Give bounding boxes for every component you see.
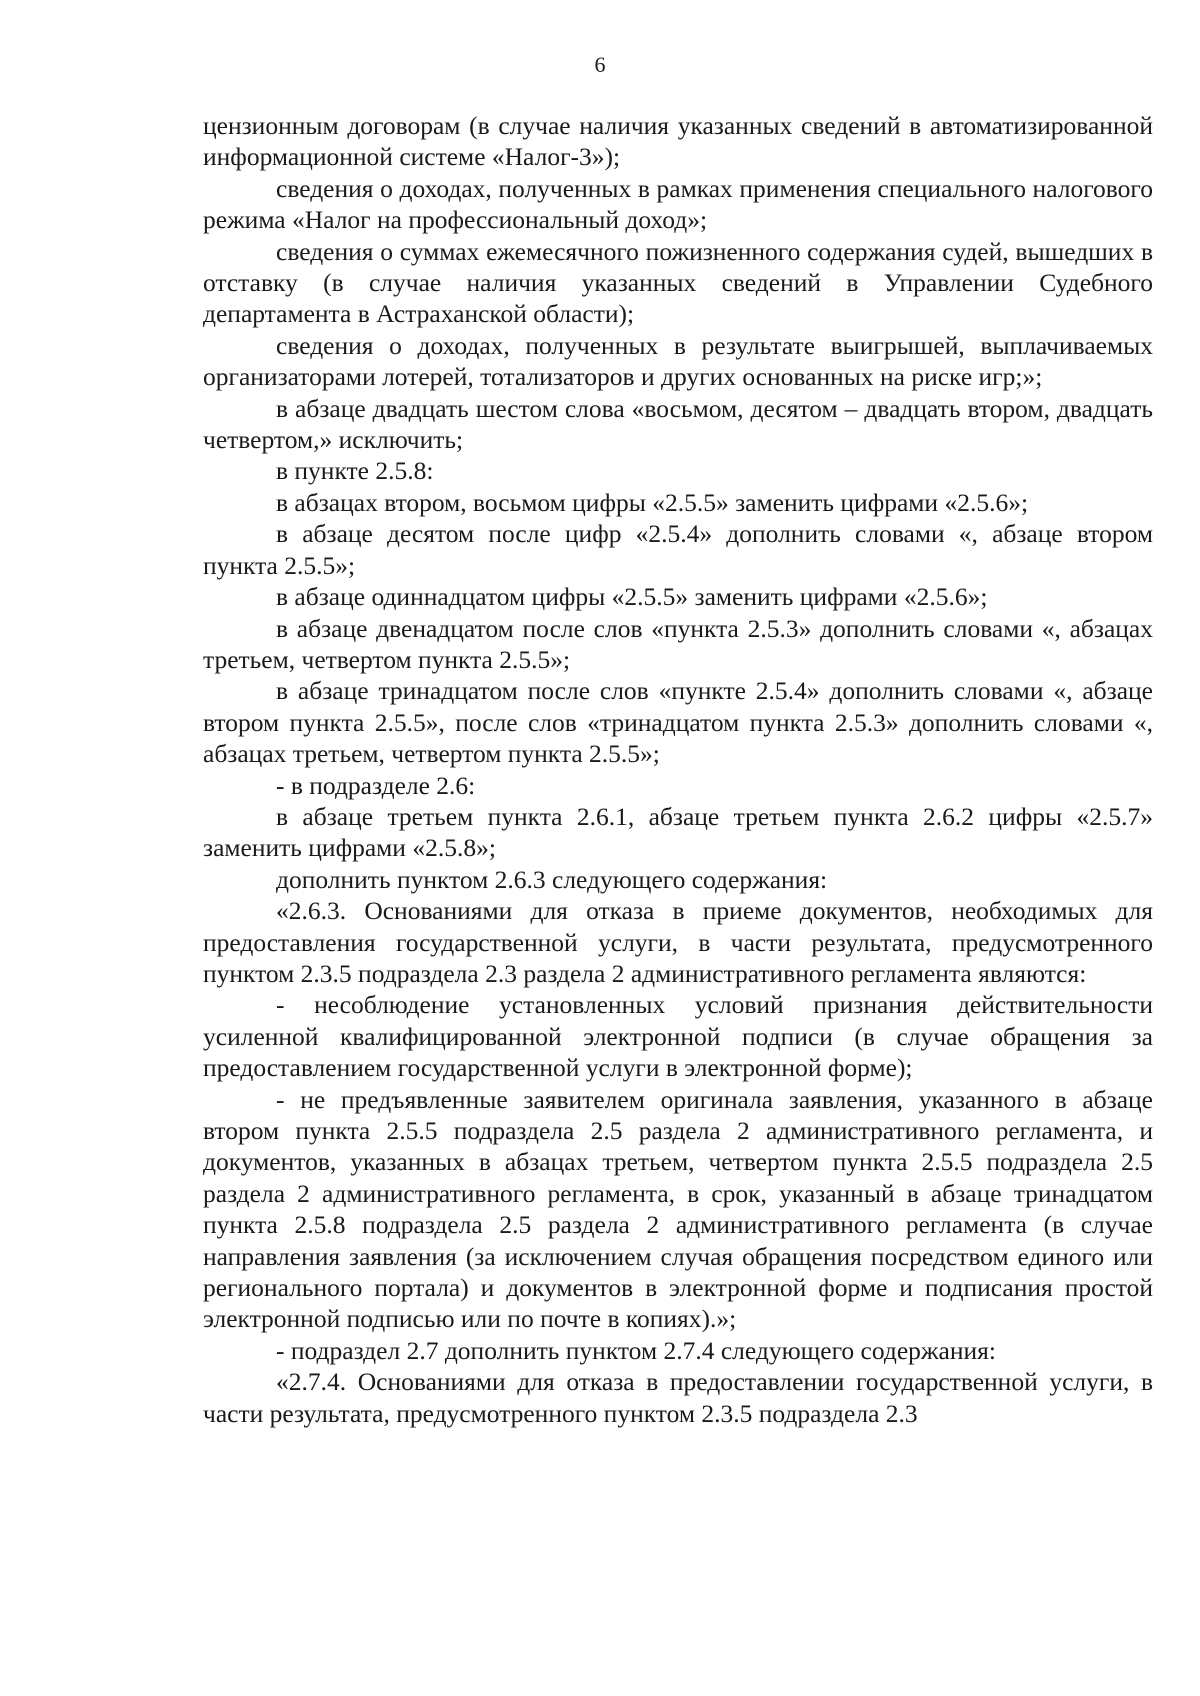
- paragraph-5: в абзаце двадцать шестом слова «восьмом, десятом – двадцать втором, двадцать четвертом,» исключить;: [203, 393, 1153, 455]
- paragraph-13: в абзаце третьем пункта 2.6.1, абзаце третьем пункта 2.6.2 цифры «2.5.7» заменить цифрами «2.5.8»;: [203, 801, 1153, 863]
- paragraph-4: сведения о доходах, полученных в результате выигрышей, выплачиваемых организаторами лотерей, тотализаторов и других основанных на риске игр;»;: [203, 330, 1153, 392]
- paragraph-2: сведения о доходах, полученных в рамках применения специального налогового режима «Налог на профессиональный доход»;: [203, 173, 1153, 235]
- paragraph-19: «2.7.4. Основаниями для отказа в предоставлении государственной услуги, в части результата, предусмотренного пунктом 2.3.5 подраздела 2.3: [203, 1367, 1153, 1428]
- paragraph-16: - несоблюдение установленных условий признания действительности усиленной квалифицированной электронной подписи (в случае обращения за предоставлением государственной услуги в электронной форме);: [203, 990, 1153, 1083]
- paragraph-17: - не предъявленные заявителем оригинала заявления, указанного в абзаце втором пункта 2.5.5 подраздела 2.5 раздела 2 административного регламента, и документов, указанных в абзацах третьем, четвертом пункта 2.5.5 подраздела 2.5 раздела 2 административного регламента, в срок, указанный в абзаце тринадцатом пункта 2.5.8 подраздела 2.5 раздела 2 административного регламента (в случае направления заявления (за исключением случая обращения посредством единого или регионального портала) и документов в электронной форме и подписания простой электронной подписью или по почте в копиях).»;: [203, 1084, 1153, 1334]
- paragraph-7: в абзацах втором, восьмом цифры «2.5.5» заменить цифрами «2.5.6»;: [276, 487, 1029, 517]
- paragraph-1: цензионным договорам (в случае наличия указанных сведений в автоматизированной информационной системе «Налог-3»);: [203, 111, 1153, 172]
- paragraph-12: - в подразделе 2.6:: [276, 770, 476, 800]
- paragraph-14: дополнить пунктом 2.6.3 следующего содержания:: [276, 864, 828, 894]
- paragraph-15: «2.6.3. Основаниями для отказа в приеме документов, необходимых для предоставления государственной услуги, в части результата, предусмотренного пунктом 2.3.5 подраздела 2.3 раздела 2 административного регламента являются:: [203, 896, 1153, 988]
- paragraph-11: в абзаце тринадцатом после слов «пункте 2.5.4» дополнить словами «, абзаце втором пункта 2.5.5», после слов «тринадцатом пункта 2.5.3» дополнить словами «, абзацах третьем, четвертом пункта 2.5.5»;: [203, 676, 1153, 769]
- paragraph-10: в абзаце двенадцатом после слов «пункта 2.5.3» дополнить словами «, абзацах третьем, четвертом пункта 2.5.5»;: [203, 613, 1153, 674]
- document-body: [203, 110, 1153, 1429]
- paragraph-18: - подраздел 2.7 дополнить пунктом 2.7.4 следующего содержания:: [276, 1335, 996, 1365]
- paragraph-3: сведения о суммах ежемесячного пожизненного содержания судей, вышедших в отставку (в случае наличия указанных сведений в Управлении Судебного департамента в Астраханской области);: [203, 236, 1153, 329]
- paragraph-6: в пункте 2.5.8:: [276, 456, 434, 486]
- paragraph-9: в абзаце одиннадцатом цифры «2.5.5» заменить цифрами «2.5.6»;: [276, 582, 988, 612]
- page-number: 6: [594, 52, 606, 77]
- paragraph-8: в абзаце десятом после цифр «2.5.4» дополнить словами «, абзаце втором пункта 2.5.5»;: [203, 519, 1153, 580]
